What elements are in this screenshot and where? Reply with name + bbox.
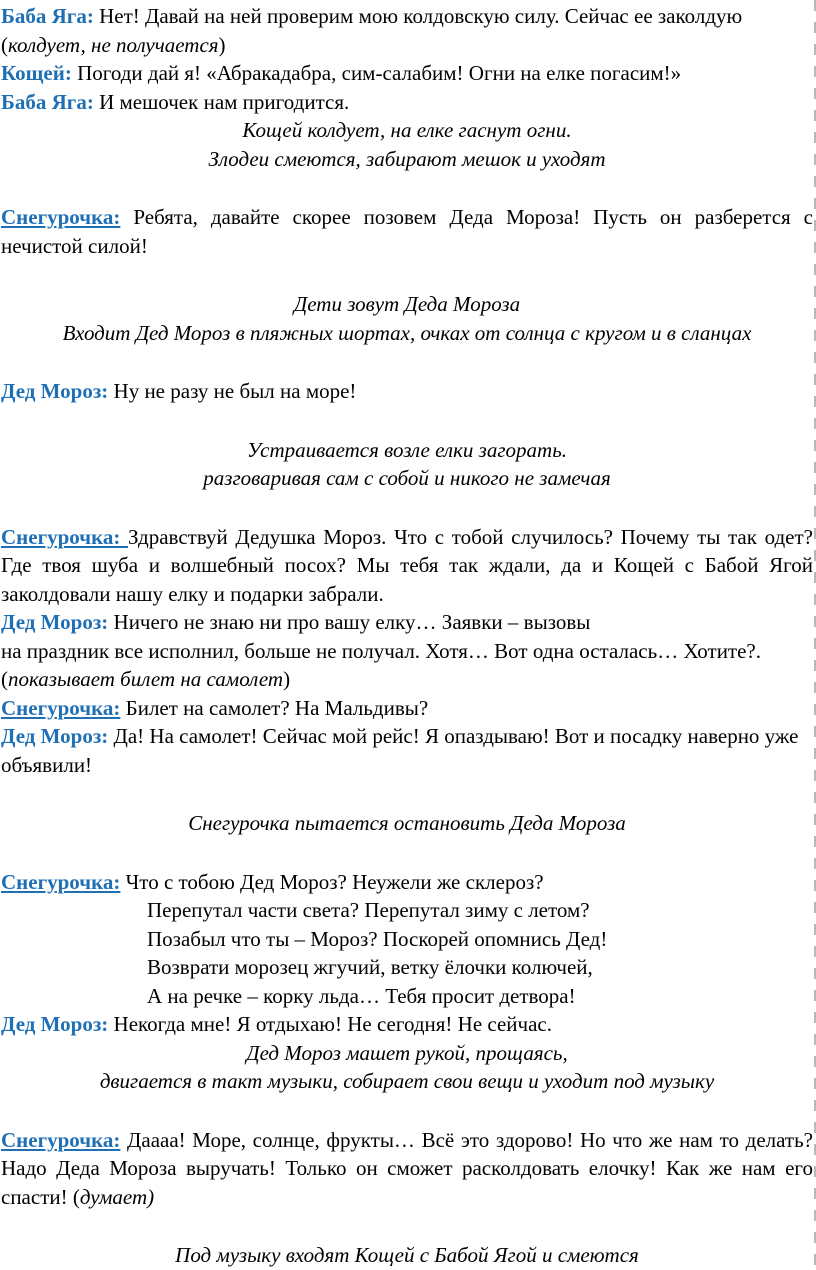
stage-note-inline: показывает билет на самолет xyxy=(8,667,284,691)
line-ded-moroz-3 xyxy=(1,722,813,779)
stage-note-inline: думает) xyxy=(79,1184,155,1209)
stage-direction: Устраивается возле елки загорать. xyxy=(246,437,567,462)
poem-line: Позабыл что ты – Мороз? Поскорей опомнись Дед! xyxy=(147,926,608,951)
spacer xyxy=(1,260,813,290)
speaker-koschey: Кощей: xyxy=(1,61,72,85)
speaker-baba-yaga: Баба Яга: xyxy=(1,89,94,114)
line-text: Даааа! Море, солнце, фрукты… Всё это здорово! Но что же нам то делать? Надо Деда Мороза выручать! Только он сможет расколдовать елочку! Как же нам его спасти! ( xyxy=(1,1127,813,1209)
stage-direction: Под музыку входят Кощей с Бабой Ягой и смеются xyxy=(175,1243,639,1267)
speaker-ded-moroz: Дед Мороз: xyxy=(1,610,109,634)
speaker-snegurochka: Снегурочка: xyxy=(1,1127,121,1152)
stage-direction: разговаривая сам с собой и никого не замечая xyxy=(203,466,611,490)
stage-direction: Кощей колдует, на елке гаснут огни. xyxy=(242,118,572,142)
speaker-snegurochka: Снегурочка: xyxy=(1,869,121,894)
stage-direction: двигается в такт музыки, собирает свои вещи и уходит под музыку xyxy=(99,1069,715,1093)
stage-direction: Снегурочка пытается остановить Деда Мороза xyxy=(188,811,626,835)
stage-note-inline: колдует, не получается xyxy=(8,32,219,57)
line-baba-2 xyxy=(1,88,813,117)
line-text-close: ) xyxy=(283,667,291,691)
line-text: Ничего не знаю ни про вашу елку… Заявки – вызовы xyxy=(108,610,591,634)
line-ded-moroz-4 xyxy=(1,1010,813,1039)
stage-direction: Входит Дед Мороз в пляжных шортах, очках от солнца с кругом и в сланцах xyxy=(62,320,752,345)
spacer xyxy=(1,779,813,809)
stage-direction: Дети зовут Деда Мороза xyxy=(293,292,521,316)
poem-line: Перепутал части света? Перепутал зиму с летом? xyxy=(147,898,590,922)
spacer xyxy=(1,406,813,436)
spacer xyxy=(1,347,813,377)
speaker-ded-moroz: Дед Мороз: xyxy=(1,379,109,403)
line-baba-1 xyxy=(1,2,813,59)
stage-direction: Злодеи смеются, забирают мешок и уходят xyxy=(208,146,606,171)
line-text: Да! На самолет! Сейчас мой рейс! Я опаздываю! Вот и посадку наверно уже объявили! xyxy=(1,724,799,777)
line-ded-moroz-1 xyxy=(1,377,813,406)
line-snegurochka-1 xyxy=(1,203,813,260)
script-page xyxy=(1,2,813,1270)
line-snegurochka-3 xyxy=(1,694,813,723)
line-text: Нет! Давай на ней проверим мою колдовскую силу. Сейчас ее заколдую ( xyxy=(1,4,743,57)
spacer xyxy=(1,1211,813,1241)
line-snegurochka-4 xyxy=(1,1126,813,1212)
line-text: на праздник все исполнил, больше не получал. Хотя… Вот одна осталась… Хотите?. ( xyxy=(1,638,761,691)
line-text: Ребята, давайте скорее позовем Деда Мороза! Пусть он разберется с нечистой силой! xyxy=(1,205,813,258)
spacer xyxy=(1,838,813,868)
line-snegurochka-2 xyxy=(1,523,813,609)
line-text-close: ) xyxy=(218,32,226,57)
speaker-baba-yaga: Баба Яга: xyxy=(1,4,94,28)
line-text: Погоди дай я! «Абракадабра, сим-салабим! Огни на елке погасим!» xyxy=(71,61,682,85)
line-snegurochka-poem xyxy=(1,868,813,897)
stage-direction: Дед Мороз машет рукой, прощаясь, xyxy=(246,1040,568,1065)
line-text: Ну не разу не был на море! xyxy=(108,379,357,403)
poem-line: Что с тобою Дед Мороз? Неужели же склероз? xyxy=(120,869,544,894)
speaker-ded-moroz: Дед Мороз: xyxy=(1,1012,109,1036)
poem-line: Возврати морозец жгучий, ветку ёлочки колючей, xyxy=(147,955,593,979)
line-text: Некогда мне! Я отдыхаю! Не сегодня! Не сейчас. xyxy=(108,1012,552,1036)
spacer xyxy=(1,173,813,203)
speaker-snegurochka: Снегурочка: xyxy=(1,695,121,720)
line-ded-moroz-2 xyxy=(1,608,813,694)
spacer xyxy=(1,1096,813,1126)
line-koschey-1 xyxy=(1,59,813,88)
speaker-snegurochka: Снегурочка: xyxy=(1,524,129,549)
poem-line: А на речке – корку льда… Тебя просит детвора! xyxy=(147,983,576,1008)
line-text: Здравствуй Дедушка Мороз. Что с тобой случилось? Почему ты так одет? Где твоя шуба и волшебный посох? Мы тебя так ждали, да и Кощей с Бабой Ягой заколдовали нашу елку и подарки забрали. xyxy=(1,524,813,606)
speaker-snegurochka: Снегурочка: xyxy=(1,205,121,229)
line-text: И мешочек нам пригодится. xyxy=(93,89,350,114)
speaker-ded-moroz: Дед Мороз: xyxy=(1,724,109,748)
line-text: Билет на самолет? На Мальдивы? xyxy=(120,695,429,720)
spacer xyxy=(1,493,813,523)
